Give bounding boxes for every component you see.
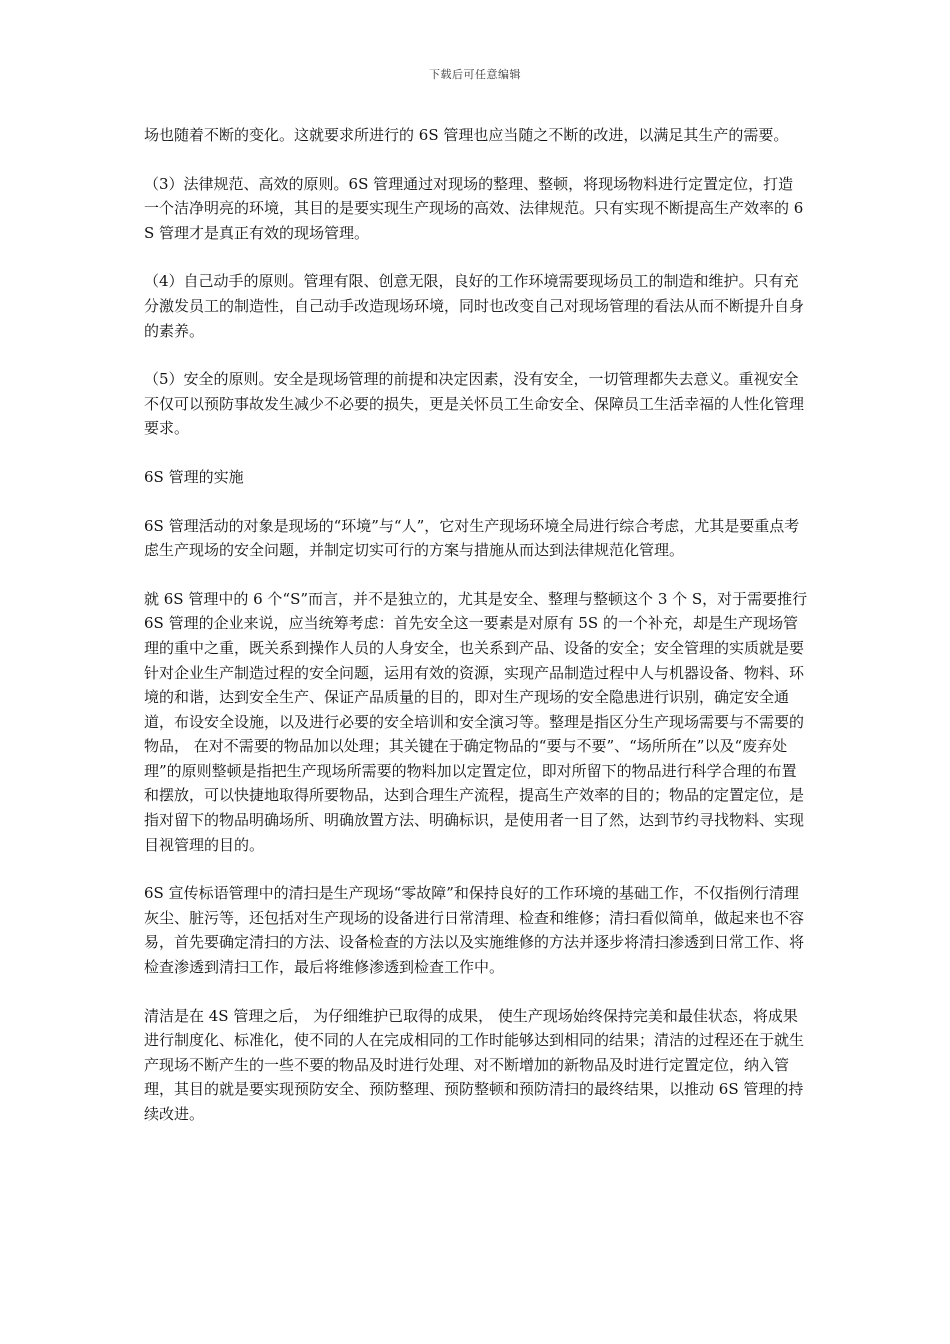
page-header: 下载后可任意编辑	[429, 68, 521, 81]
paragraph-principle-4: （4）自己动手的原则。管理有限、创意无限，良好的工作环境需要现场员工的制造和维护。只有充分激发员工的制造性，自己动手改造现场环境，同时也改变自己对现场管理的看法从而不断提升自身的素养。	[144, 272, 805, 340]
paragraph-cleanliness: 清洁是在 4S 管理之后， 为仔细维护已取得的成果， 使生产现场始终保持完美和最佳状态，将成果进行制度化、标准化，使不同的人在完成相同的工作时能够达到相同的结果；清洁的过程还在于就生产现场不断产生的一些不要的物品及时进行处理、对不断增加的新物品及时进行定置定位，纳入管理，其目的就是要实现预防安全、预防整理、预防整顿和预防清扫的最终结果，以推动 6S 管理的持续改进。	[144, 1006, 805, 1123]
paragraph-principle-5: （5）安全的原则。安全是现场管理的前提和决定因素，没有安全，一切管理都失去意义。重视安全不仅可以预防事故发生减少不必要的损失，更是关怀员工生命安全、保障员工生活幸福的人性化管理要求。	[144, 370, 805, 438]
document-body	[144, 123, 808, 1151]
paragraph-objects: 6S 管理活动的对象是现场的“环境”与“人”，它对生产现场环境全局进行综合考虑，尤其是要重点考虑生产现场的安全问题，并制定切实可行的方案与措施从而达到法律规范化管理。	[144, 516, 800, 560]
paragraph-intro-continuation: 场也随着不断的变化。这就要求所进行的 6S 管理也应当随之不断的改进，以满足其生产的需要。	[144, 126, 789, 144]
paragraph-cleaning: 6S 宣传标语管理中的清扫是生产现场“零故障”和保持良好的工作环境的基础工作，不仅指例行清理灰尘、脏污等，还包括对生产现场的设备进行日常清理、检查和维修；清扫看似简单，做起来也不容易，首先要确定清扫的方法、设备检查的方法以及实施维修的方法并逐步将清扫渗透到日常工作、将检查渗透到清扫工作，最后将维修渗透到检查工作中。	[144, 884, 805, 977]
paragraph-six-s: 就 6S 管理中的 6 个“S”而言，并不是独立的，尤其是安全、整理与整顿这个 3 个 S，对于需要推行 6S 管理的企业来说，应当统筹考虑：首先安全这一要素是对原有 5S 的一个补充，却是生产现场管理的重中之重，既关系到操作人员的人身安全，也关系到产品、设备的安全；安全管理的实质就是要针对企业生产制造过程的安全问题，运用有效的资源，实现产品制造过程中人与机器设备、物料、环境的和谐，达到安全生产、保证产品质量的目的，即对生产现场的安全隐患进行识别，确定安全通道，布设安全设施，以及进行必要的安全培训和安全演习等。整理是指区分生产现场需要与不需要的物品， 在对不需要的物品加以处理；其关键在于确定物品的“要与不要”、“场所所在”以及“废弃处理”的原则整顿是指把生产现场所需要的物料加以定置定位，即对所留下的物品进行科学合理的布置和摆放，可以快捷地取得所要物品，达到合理生产流程，提高生产效率的目的；物品的定置定位，是指对留下的物品明确场所、明确放置方法、明确标识，是使用者一目了然，达到节约寻找物料、实现目视管理的目的。	[144, 589, 808, 854]
paragraph-principle-3: （3）法律规范、高效的原则。6S 管理通过对现场的整理、整顿，将现场物料进行定置定位，打造一个洁净明亮的环境，其目的是要实现生产现场的高效、法律规范。只有实现不断提高生产效率的 6S 管理才是真正有效的现场管理。	[144, 174, 804, 242]
section-heading-implementation: 6S 管理的实施	[144, 467, 244, 486]
